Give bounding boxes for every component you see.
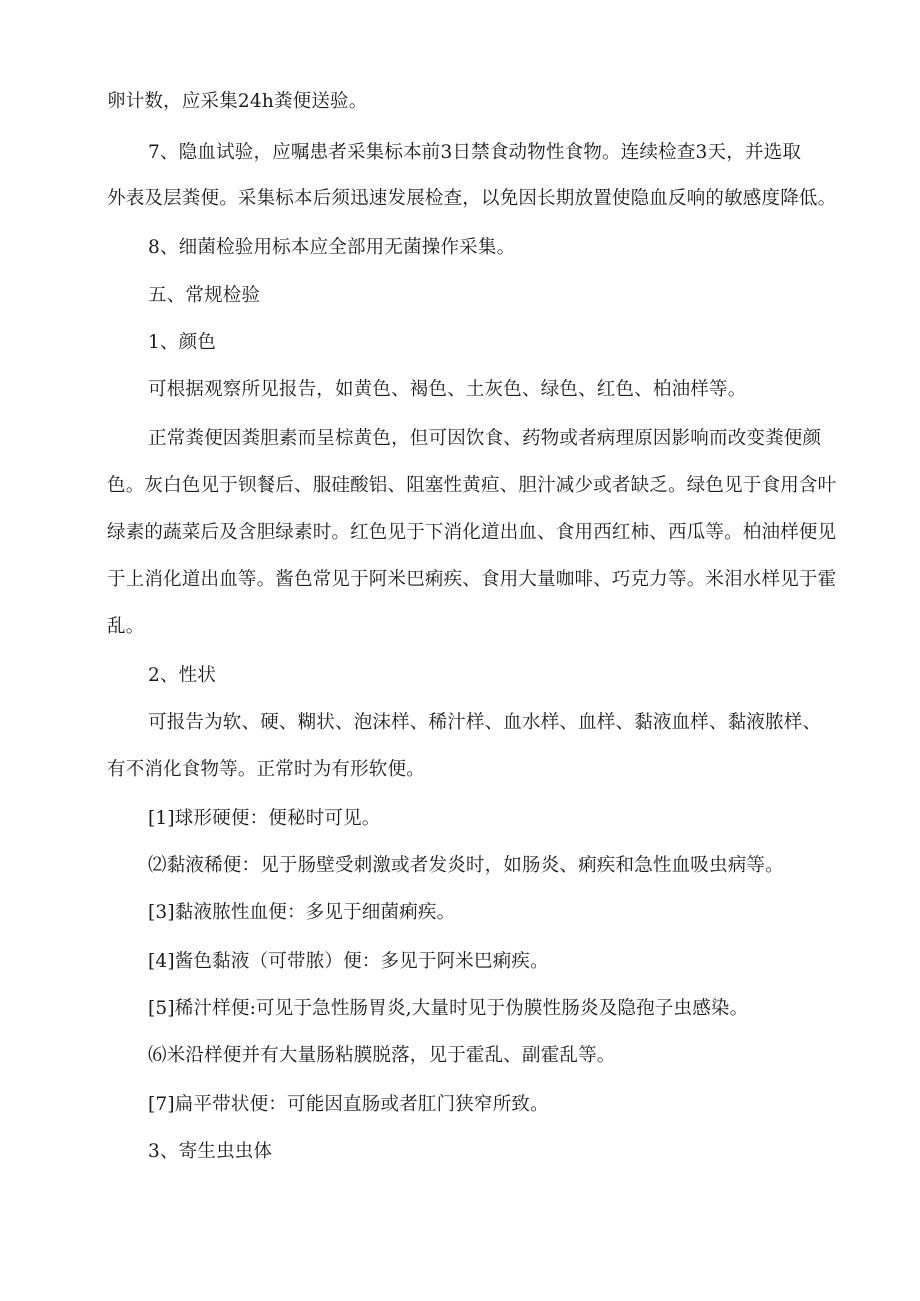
section-heading: 五、常规检验 xyxy=(148,285,261,306)
list-item: [5]稀汁样便:可见于急性肠胃炎,大量时见于伪膜性肠炎及隐孢子虫感染。 xyxy=(148,998,749,1019)
text-line: 色。灰白色见于钡餐后、服硅酸铝、阻塞性黄疸、胆汁减少或者缺乏。绿色见于食用含叶 xyxy=(107,475,837,496)
text-line: 正常粪便因粪胆素而呈棕黄色，但可因饮食、药物或者病理原因影响而改变粪便颜 xyxy=(148,428,822,449)
list-item: [4]酱色黏液（可带脓）便：多见于阿米巴痢疾。 xyxy=(148,951,549,972)
text-line: 卵计数，应采集24h粪便送验。 xyxy=(107,91,368,112)
text-line: 绿素的蔬菜后及含胆绿素时。红色见于下消化道出血、食用西红柿、西瓜等。柏油样便见 xyxy=(107,522,837,543)
list-item: [7]扁平带状便：可能因直肠或者肛门狭窄所致。 xyxy=(148,1094,549,1115)
subsection-heading: 3、寄生虫虫体 xyxy=(148,1141,273,1162)
list-item: [1]球形硬便：便秘时可见。 xyxy=(148,808,381,829)
list-item: [3]黏液脓性血便：多见于细菌痢疾。 xyxy=(148,902,456,923)
text-line: 可报告为软、硬、糊状、泡沫样、稀汁样、血水样、血样、黏液血样、黏液脓样、 xyxy=(148,712,822,733)
subsection-heading: 1、颜色 xyxy=(148,332,217,353)
text-line: 7、隐血试验，应嘱患者采集标本前3日禁食动物性食物。连续检查3天，并选取 xyxy=(148,142,802,163)
text-line: 于上消化道出血等。酱色常见于阿米巴痢疾、食用大量咖啡、巧克力等。米泪水样见于霍 xyxy=(107,569,837,590)
list-item: ⑵黏液稀便：见于肠壁受刺激或者发炎时，如肠炎、痢疾和急性血吸虫病等。 xyxy=(148,855,784,876)
text-line: 外表及层粪便。采集标本后须迅速发展检查，以免因长期放置使隐血反响的敏感度降低。 xyxy=(107,188,837,209)
text-line: 乱。 xyxy=(107,616,145,637)
text-line: 有不消化食物等。正常时为有形软便。 xyxy=(107,759,425,780)
list-item: ⑹米沿样便并有大量肠粘膜脱落，见于霍乱、副霍乱等。 xyxy=(148,1045,616,1066)
text-line: 8、细菌检验用标本应全部用无菌操作采集。 xyxy=(148,237,516,258)
subsection-heading: 2、性状 xyxy=(148,665,217,686)
text-line: 可根据观察所见报告，如黄色、褐色、土灰色、绿色、红色、柏油样等。 xyxy=(148,379,747,400)
